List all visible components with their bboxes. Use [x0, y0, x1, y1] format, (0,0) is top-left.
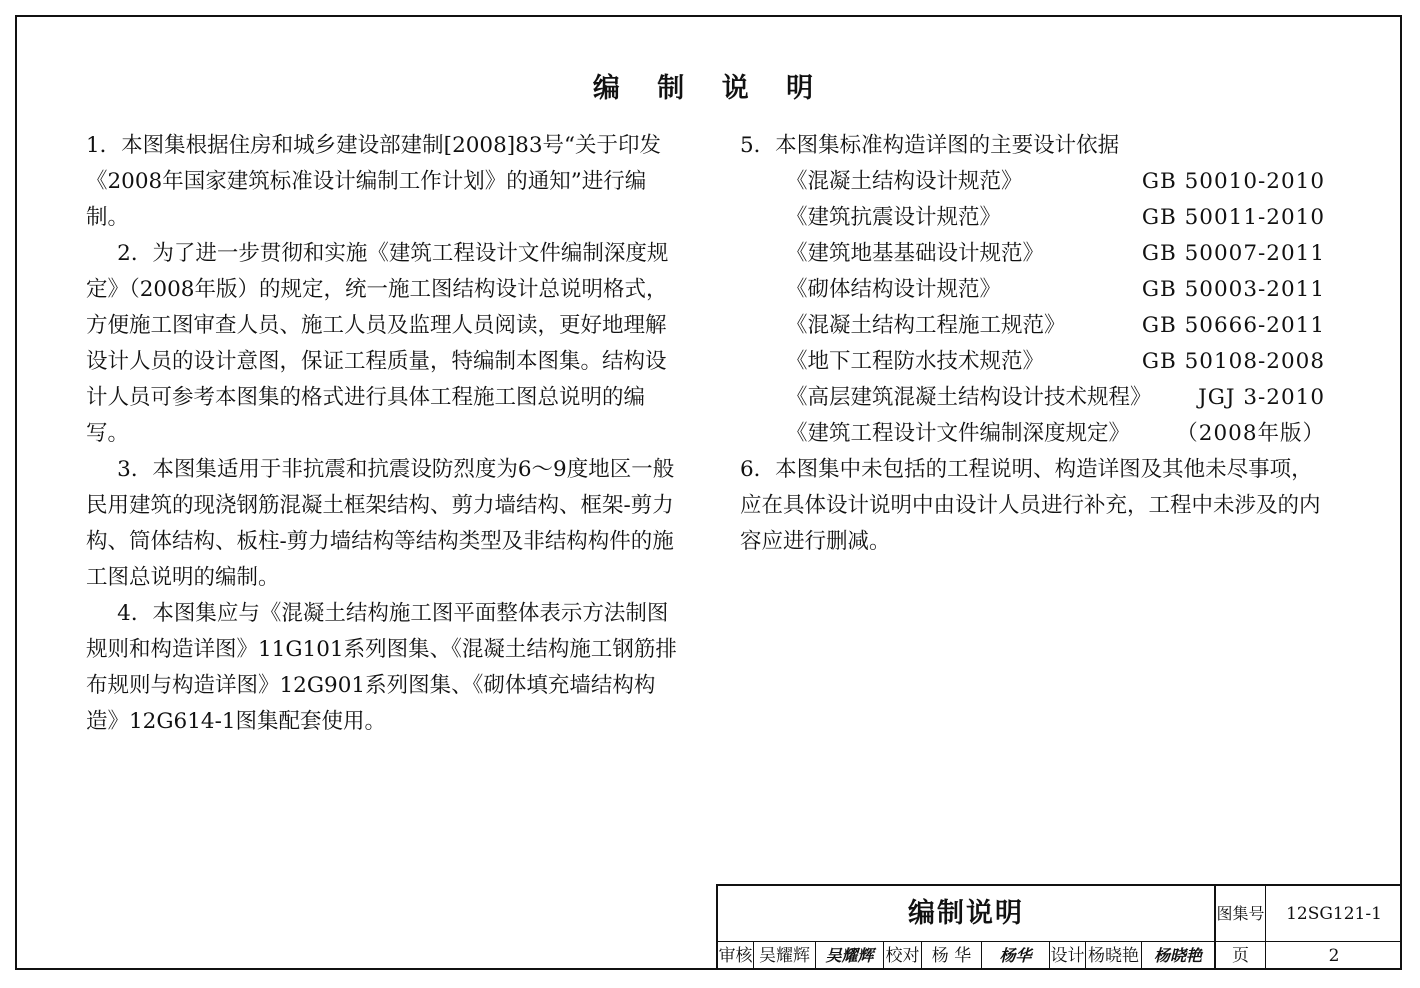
reference-code: GB 50010-2010: [1141, 169, 1325, 194]
signature-row: [718, 942, 1402, 970]
reviewer-name: 吴耀辉: [754, 942, 816, 970]
reference-row: [740, 164, 1325, 200]
designer-name: 杨晓艳: [1086, 942, 1142, 970]
reference-code: GB 50011-2010: [1141, 205, 1325, 230]
reference-name: 《建筑工程设计文件编制深度规定》: [786, 421, 1131, 446]
reference-name: 《混凝土结构工程施工规范》: [786, 313, 1066, 338]
paragraph-2: 2．为了进一步贯彻和实施《建筑工程设计文件编制深度规定》（2008年版）的规定，统一施工图结构设计总说明格式，方便施工图审查人员、施工人员及监理人员阅读，更好地理解设计人员的设计意图，保证工程质量，特编制本图集。结构设计人员可参考本图集的格式进行具体工程施工图总说明的编写。: [86, 241, 669, 446]
reference-code: GB 50007-2011: [1141, 241, 1325, 266]
reference-row: [740, 308, 1325, 344]
reference-name: 《砌体结构设计规范》: [786, 277, 1002, 302]
reference-code: GB 50108-2008: [1141, 349, 1325, 374]
right-column: [740, 128, 1325, 560]
reference-name: 《高层建筑混凝土结构设计技术规程》: [786, 385, 1152, 410]
section-5-heading: 5．本图集标准构造详图的主要设计依据: [740, 133, 1120, 158]
atlas-number-label: 图集号: [1216, 886, 1266, 942]
reference-code: GB 50003-2011: [1141, 277, 1325, 302]
reference-name: 《混凝土结构设计规范》: [786, 169, 1023, 194]
review-label: 审核: [718, 942, 754, 970]
reference-row: [740, 344, 1325, 380]
page-title: 编 制 说 明: [592, 73, 828, 104]
design-label: 设计: [1050, 942, 1086, 970]
reference-row: [740, 272, 1325, 308]
reference-name: 《建筑地基基础设计规范》: [786, 241, 1045, 266]
check-label: 校对: [884, 942, 922, 970]
atlas-number: 12SG121-1: [1266, 886, 1402, 942]
section-6: 6．本图集中未包括的工程说明、构造详图及其他未尽事项，应在具体设计说明中由设计人员进行补充，工程中未涉及的内容应进行删减。: [740, 457, 1321, 554]
designer-signature: 杨晓艳: [1142, 942, 1216, 970]
checker-name: 杨 华: [922, 942, 982, 970]
reference-code: JGJ 3-2010: [1198, 385, 1325, 410]
reference-row: [740, 200, 1325, 236]
reference-row: [740, 416, 1325, 452]
reference-name: 《地下工程防水技术规范》: [786, 349, 1045, 374]
paragraph-3: 3．本图集适用于非抗震和抗震设防烈度为6～9度地区一般民用建筑的现浇钢筋混凝土框架结构、剪力墙结构、框架-剪力构、筒体结构、板柱-剪力墙结构等结构类型及非结构构件的施工图总说明的编制。: [86, 457, 675, 590]
paragraph-1: 1．本图集根据住房和城乡建设部建制[2008]83号“关于印发《2008年国家建筑标准设计编制工作计划》的通知”进行编制。: [86, 133, 662, 230]
reference-name: 《建筑抗震设计规范》: [786, 205, 1002, 230]
title-block: [716, 884, 1402, 970]
reference-code: （2008年版）: [1176, 421, 1325, 446]
drawing-title: 编制说明: [718, 886, 1216, 942]
reference-row: [740, 236, 1325, 272]
checker-signature: 杨华: [982, 942, 1050, 970]
reviewer-signature: 吴耀辉: [816, 942, 884, 970]
reference-row: [740, 380, 1325, 416]
page-number: 2: [1328, 946, 1340, 966]
left-column: [86, 128, 678, 740]
page-label: 页: [1216, 942, 1266, 970]
paragraph-4: 4．本图集应与《混凝土结构施工图平面整体表示方法制图规则和构造详图》11G101系列图集、《混凝土结构施工钢筋排布规则与构造详图》12G901系列图集、《砌体填充墙结构构造》12G614-1图集配套使用。: [86, 601, 677, 734]
reference-code: GB 50666-2011: [1141, 313, 1325, 338]
